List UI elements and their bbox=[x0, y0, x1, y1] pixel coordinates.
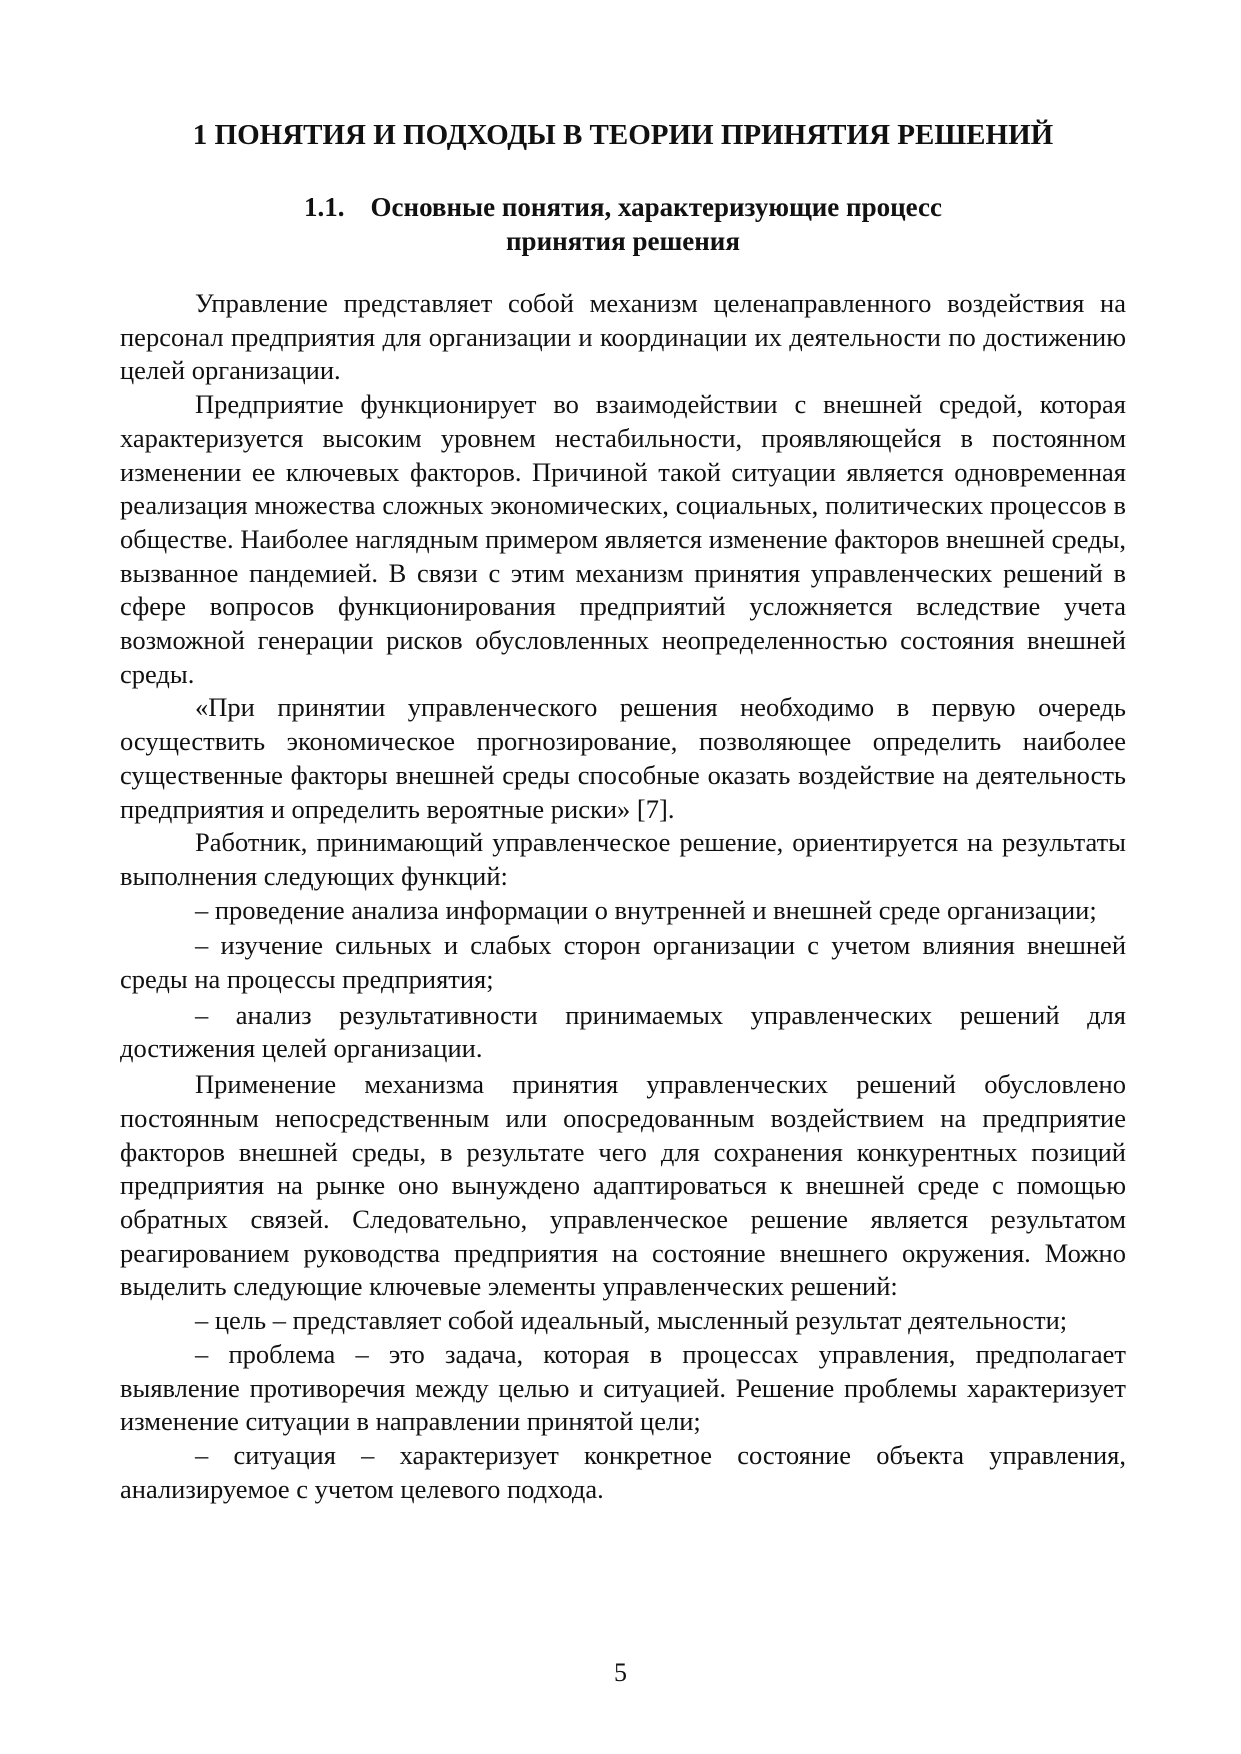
paragraph-environment: Предприятие функционирует во взаимодействии с внешней средой, которая характеризуется высоким уровнем нестабильности, проявляющейся в постоянном изменении ее ключевых факторов. Причиной такой ситуации является одновременная реализация множества сложных экономических, социальных, политических процессов в обществе. Наиболее наглядным примером является изменение факторов внешней среды, вызванное пандемией. В связи с этим механизм принятия управленческих решений в сфере вопросов функционирования предприятий усложняется вследствие учета возможной генерации рисков обусловленных неопределенностью состояния внешней среды. bbox=[120, 389, 1126, 689]
list-item-analysis: – проведение анализа информации о внутренней и внешней среде организации; bbox=[195, 894, 1097, 925]
section-number: 1.1. bbox=[304, 192, 345, 222]
section-title-line1: Основные понятия, характеризующие процесс bbox=[370, 192, 942, 222]
paragraph-mechanism: Применение механизма принятия управленческих решений обусловлено постоянным непосредственным или опосредованным воздействием на предприятие факторов внешней среды, в результате чего для сохранения конкурентных позиций предприятия на рынке оно вынуждено адаптироваться к внешней среде с помощью обратных связей. Следовательно, управленческое решение является результатом реагированием руководства предприятия на состояние внешнего окружения. Можно выделить следующие ключевые элементы управленческих решений: bbox=[120, 1069, 1126, 1302]
list-item-problem: – проблема – это задача, которая в процессах управления, предполагает выявление противоречия между целью и ситуацией. Решение проблемы характеризует изменение ситуации в направлении принятой цели; bbox=[120, 1338, 1126, 1437]
list-item-effectiveness: – анализ результативности принимаемых управленческих решений для достижения целей организации. bbox=[120, 999, 1126, 1064]
page-number: 5 bbox=[614, 1658, 627, 1687]
section-title bbox=[120, 190, 1126, 258]
body-text bbox=[120, 287, 1126, 1506]
paragraph-functions-intro: Работник, принимающий управленческое решение, ориентируется на результаты выполнения следующих функций: bbox=[120, 827, 1126, 891]
list-item-strengths: – изучение сильных и слабых сторон организации с учетом влияния внешней среды на процессы предприятия; bbox=[120, 930, 1126, 995]
section-title-line2: принятия решения bbox=[506, 226, 740, 256]
chapter-title: 1 ПОНЯТИЯ И ПОДХОДЫ В ТЕОРИИ ПРИНЯТИЯ РЕШЕНИЙ bbox=[192, 119, 1054, 151]
list-item-goal: – цель – представляет собой идеальный, мысленный результат деятельности; bbox=[195, 1305, 1068, 1336]
paragraph-management: Управление представляет собой механизм целенаправленного воздействия на персонал предприятия для организации и координации их деятельности по достижению целей организации. bbox=[120, 288, 1126, 386]
paragraph-quote: «При принятии управленческого решения необходимо в первую очередь осуществить экономическое прогнозирование, позволяющее определить наиболее существенные факторы внешней среды способные оказать воздействие на деятельность предприятия и определить вероятные риски» [7]. bbox=[120, 692, 1126, 824]
list-item-situation: – ситуация – характеризует конкретное состояние объекта управления, анализируемое с учетом целевого подхода. bbox=[120, 1439, 1126, 1504]
